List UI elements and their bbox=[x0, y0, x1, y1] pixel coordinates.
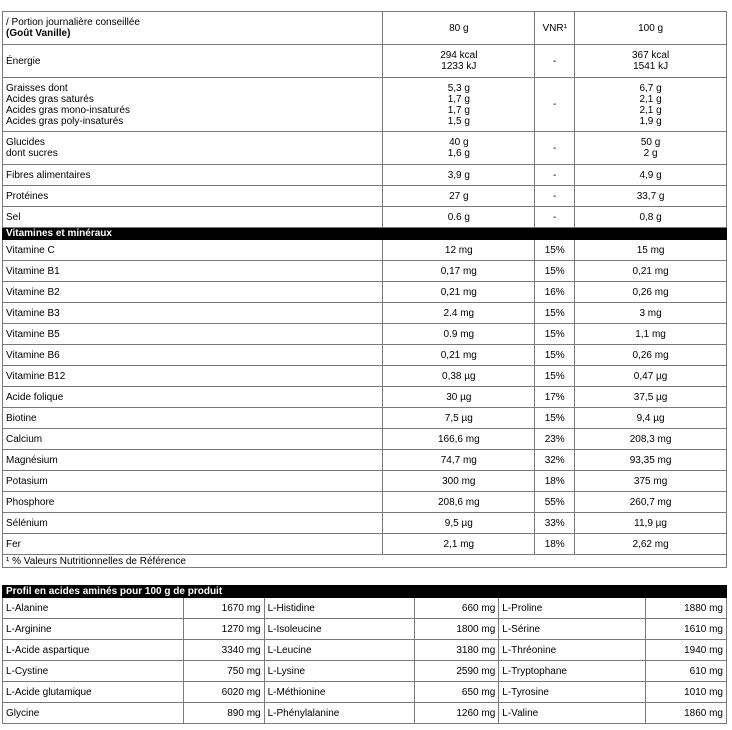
portion-column-header: 80 g bbox=[383, 12, 535, 45]
vnr-value: 17% bbox=[535, 387, 575, 408]
portion-value: 0,21 mg bbox=[383, 345, 535, 366]
amino-name: L-Isoleucine bbox=[264, 619, 415, 640]
per100-value: 50 g bbox=[640, 137, 661, 148]
portion-header-cell bbox=[3, 12, 383, 45]
vnr-value: 18% bbox=[535, 471, 575, 492]
portion-value-cell bbox=[383, 78, 535, 132]
per100-value-cell bbox=[575, 132, 727, 165]
portion-value: 1,6 g bbox=[447, 148, 470, 159]
vitamin-name: Phosphore bbox=[3, 492, 383, 513]
nutrition-header-row bbox=[3, 12, 727, 45]
amino-value: 1860 mg bbox=[646, 703, 727, 724]
portion-value: 27 g bbox=[449, 190, 469, 202]
portion-value: 9,5 µg bbox=[383, 513, 535, 534]
portion-value: 3,9 g bbox=[447, 169, 470, 181]
amino-name: L-Acide aspartique bbox=[3, 640, 184, 661]
footnote-row bbox=[3, 555, 727, 568]
vitamin-name: Fer bbox=[3, 534, 383, 555]
vitamin-row bbox=[3, 261, 727, 282]
per100-value: 0,47 µg bbox=[575, 366, 727, 387]
amino-value: 3340 mg bbox=[183, 640, 264, 661]
portion-value: 0.6 g bbox=[447, 211, 470, 223]
amino-name: L-Alanine bbox=[3, 598, 184, 619]
amino-name: L-Acide glutamique bbox=[3, 682, 184, 703]
vnr-value: - bbox=[535, 132, 575, 165]
nutrient-row bbox=[3, 186, 727, 207]
per100-column-header: 100 g bbox=[575, 12, 727, 45]
vnr-value: 15% bbox=[535, 408, 575, 429]
per100-value: 208,3 mg bbox=[575, 429, 727, 450]
portion-value-cell bbox=[383, 45, 535, 78]
amino-name: L-Phénylalanine bbox=[264, 703, 415, 724]
vitamin-row bbox=[3, 534, 727, 555]
vnr-value: 18% bbox=[535, 534, 575, 555]
portion-value: 2.4 mg bbox=[383, 303, 535, 324]
vnr-value: 15% bbox=[535, 366, 575, 387]
per100-value: 0,26 mg bbox=[575, 345, 727, 366]
nutrient-name-cell bbox=[3, 186, 383, 207]
portion-value: 166,6 mg bbox=[383, 429, 535, 450]
nutrient-row bbox=[3, 132, 727, 165]
amino-name: L-Thréonine bbox=[499, 640, 646, 661]
vitamin-name: Biotine bbox=[3, 408, 383, 429]
amino-name: L-Tryptophane bbox=[499, 661, 646, 682]
nutrient-row bbox=[3, 207, 727, 228]
portion-value: 0,38 µg bbox=[383, 366, 535, 387]
per100-value: 3 mg bbox=[575, 303, 727, 324]
amino-title-row bbox=[3, 586, 727, 598]
portion-value: 294 kcal bbox=[440, 50, 478, 61]
per100-value: 33,7 g bbox=[636, 190, 665, 202]
amino-value: 1270 mg bbox=[183, 619, 264, 640]
vitamin-row bbox=[3, 387, 727, 408]
portion-value: 0.9 mg bbox=[383, 324, 535, 345]
vitamins-title: Vitamines et minéraux bbox=[3, 228, 727, 240]
vitamin-name: Vitamine B12 bbox=[3, 366, 383, 387]
vitamin-row bbox=[3, 282, 727, 303]
vitamin-name: Vitamine B6 bbox=[3, 345, 383, 366]
vnr-value: 15% bbox=[535, 345, 575, 366]
portion-value: 5,3 g bbox=[447, 82, 470, 94]
nutrient-name: Protéines bbox=[6, 190, 49, 202]
nutrition-table bbox=[2, 11, 727, 568]
vnr-value: 15% bbox=[535, 240, 575, 261]
amino-value: 1880 mg bbox=[646, 598, 727, 619]
amino-value: 1940 mg bbox=[646, 640, 727, 661]
per100-value: 1,9 g bbox=[639, 115, 662, 127]
vitamin-row bbox=[3, 345, 727, 366]
amino-name: L-Méthionine bbox=[264, 682, 415, 703]
nutrient-name: Acides gras saturés bbox=[6, 93, 94, 105]
portion-value: 1233 kJ bbox=[441, 61, 477, 72]
nutrient-name-cell bbox=[3, 207, 383, 228]
portion-value: 0,17 mg bbox=[383, 261, 535, 282]
amino-value: 890 mg bbox=[183, 703, 264, 724]
per100-value: 1541 kJ bbox=[633, 61, 669, 72]
portion-value-cell bbox=[383, 207, 535, 228]
amino-name: Glycine bbox=[3, 703, 184, 724]
portion-value-cell bbox=[383, 186, 535, 207]
amino-acid-table bbox=[2, 585, 727, 724]
vitamin-row bbox=[3, 240, 727, 261]
vnr-value: - bbox=[535, 78, 575, 132]
vnr-column-header: VNR¹ bbox=[535, 12, 575, 45]
vitamin-row bbox=[3, 324, 727, 345]
vitamin-row bbox=[3, 471, 727, 492]
amino-value: 1260 mg bbox=[415, 703, 499, 724]
vnr-value: 16% bbox=[535, 282, 575, 303]
vitamin-row bbox=[3, 429, 727, 450]
nutrient-name: Énergie bbox=[6, 55, 41, 67]
nutrient-name: Graisses dont bbox=[6, 82, 68, 94]
nutrient-name: Acides gras mono-insaturés bbox=[6, 104, 130, 116]
vitamin-name: Vitamine B1 bbox=[3, 261, 383, 282]
amino-value: 660 mg bbox=[415, 598, 499, 619]
portion-value: 40 g bbox=[449, 137, 469, 148]
amino-value: 1010 mg bbox=[646, 682, 727, 703]
amino-row bbox=[3, 682, 727, 703]
portion-value: 1,7 g bbox=[447, 93, 470, 105]
per100-value: 2,1 g bbox=[639, 93, 662, 105]
per100-value-cell bbox=[575, 45, 727, 78]
amino-name: L-Cystine bbox=[3, 661, 184, 682]
per100-value-cell bbox=[575, 207, 727, 228]
vnr-value: 55% bbox=[535, 492, 575, 513]
portion-value: 300 mg bbox=[383, 471, 535, 492]
portion-label: / Portion journalière conseillée bbox=[6, 17, 140, 28]
vnr-value: 15% bbox=[535, 303, 575, 324]
vitamin-row bbox=[3, 303, 727, 324]
per100-value-cell bbox=[575, 78, 727, 132]
vitamins-title-row bbox=[3, 228, 727, 240]
per100-value: 93,35 mg bbox=[575, 450, 727, 471]
per100-value-cell bbox=[575, 186, 727, 207]
nutrient-name: Sel bbox=[6, 211, 21, 223]
amino-value: 2590 mg bbox=[415, 661, 499, 682]
vitamin-name: Vitamine B3 bbox=[3, 303, 383, 324]
vnr-value: 15% bbox=[535, 261, 575, 282]
vitamin-name: Potasium bbox=[3, 471, 383, 492]
portion-value: 30 µg bbox=[383, 387, 535, 408]
portion-value: 1,7 g bbox=[447, 104, 470, 116]
portion-value-cell bbox=[383, 165, 535, 186]
per100-value: 4,9 g bbox=[639, 169, 662, 181]
vnr-value: - bbox=[535, 165, 575, 186]
amino-value: 650 mg bbox=[415, 682, 499, 703]
vitamin-row bbox=[3, 366, 727, 387]
per100-value: 2 g bbox=[643, 148, 658, 159]
vitamin-name: Vitamine C bbox=[3, 240, 383, 261]
portion-value: 208,6 mg bbox=[383, 492, 535, 513]
vnr-value: - bbox=[535, 45, 575, 78]
per100-value: 375 mg bbox=[575, 471, 727, 492]
vitamin-row bbox=[3, 408, 727, 429]
footnote: ¹ % Valeurs Nutritionnelles de Référence bbox=[3, 555, 727, 568]
amino-name: L-Leucine bbox=[264, 640, 415, 661]
portion-value: 12 mg bbox=[383, 240, 535, 261]
amino-name: L-Tyrosine bbox=[499, 682, 646, 703]
amino-value: 6020 mg bbox=[183, 682, 264, 703]
nutrient-row bbox=[3, 165, 727, 186]
vitamin-row bbox=[3, 492, 727, 513]
nutrient-name: Acides gras poly-insaturés bbox=[6, 115, 124, 127]
vitamin-name: Calcium bbox=[3, 429, 383, 450]
nutrient-row bbox=[3, 45, 727, 78]
amino-name: L-Arginine bbox=[3, 619, 184, 640]
nutrient-name-cell bbox=[3, 78, 383, 132]
nutrient-name-cell bbox=[3, 165, 383, 186]
vnr-value: 15% bbox=[535, 324, 575, 345]
per100-value: 1,1 mg bbox=[575, 324, 727, 345]
per100-value: 6,7 g bbox=[639, 82, 662, 94]
amino-value: 1800 mg bbox=[415, 619, 499, 640]
amino-value: 750 mg bbox=[183, 661, 264, 682]
amino-row bbox=[3, 661, 727, 682]
per100-value: 15 mg bbox=[575, 240, 727, 261]
portion-value: 0,21 mg bbox=[383, 282, 535, 303]
amino-row bbox=[3, 703, 727, 724]
per100-value: 260,7 mg bbox=[575, 492, 727, 513]
per100-value: 367 kcal bbox=[631, 50, 670, 61]
per100-value: 11,9 µg bbox=[575, 513, 727, 534]
vitamin-name: Acide folique bbox=[3, 387, 383, 408]
per100-value: 0,8 g bbox=[639, 211, 662, 223]
nutrient-row bbox=[3, 78, 727, 132]
nutrient-name: Fibres alimentaires bbox=[6, 169, 91, 181]
amino-row bbox=[3, 640, 727, 661]
amino-name: L-Histidine bbox=[264, 598, 415, 619]
portion-value: 2,1 mg bbox=[383, 534, 535, 555]
vitamin-name: Sélénium bbox=[3, 513, 383, 534]
amino-name: L-Sérine bbox=[499, 619, 646, 640]
vnr-value: - bbox=[535, 207, 575, 228]
vitamin-name: Magnésium bbox=[3, 450, 383, 471]
portion-value: 1,5 g bbox=[447, 115, 470, 127]
amino-value: 1670 mg bbox=[183, 598, 264, 619]
portion-value: 7,5 µg bbox=[383, 408, 535, 429]
amino-row bbox=[3, 619, 727, 640]
per100-value-cell bbox=[575, 165, 727, 186]
amino-name: L-Lysine bbox=[264, 661, 415, 682]
portion-value: 74,7 mg bbox=[383, 450, 535, 471]
vitamin-row bbox=[3, 513, 727, 534]
vitamin-name: Vitamine B5 bbox=[3, 324, 383, 345]
taste-label: (Goût Vanille) bbox=[6, 28, 71, 39]
nutrient-name-cell bbox=[3, 45, 383, 78]
amino-value: 3180 mg bbox=[415, 640, 499, 661]
amino-value: 610 mg bbox=[646, 661, 727, 682]
per100-value: 37,5 µg bbox=[575, 387, 727, 408]
per100-value: 9,4 µg bbox=[575, 408, 727, 429]
per100-value: 0,21 mg bbox=[575, 261, 727, 282]
vitamin-row bbox=[3, 450, 727, 471]
amino-value: 1610 mg bbox=[646, 619, 727, 640]
per100-value: 2,1 g bbox=[639, 104, 662, 116]
nutrient-name: Glucides bbox=[6, 137, 45, 148]
amino-name: L-Valine bbox=[499, 703, 646, 724]
vnr-value: 32% bbox=[535, 450, 575, 471]
vnr-value: 33% bbox=[535, 513, 575, 534]
vnr-value: 23% bbox=[535, 429, 575, 450]
amino-name: L-Proline bbox=[499, 598, 646, 619]
portion-value-cell bbox=[383, 132, 535, 165]
per100-value: 0,26 mg bbox=[575, 282, 727, 303]
nutrient-name-cell bbox=[3, 132, 383, 165]
vitamin-name: Vitamine B2 bbox=[3, 282, 383, 303]
vnr-value: - bbox=[535, 186, 575, 207]
per100-value: 2,62 mg bbox=[575, 534, 727, 555]
amino-title: Profil en acides aminés pour 100 g de produit bbox=[3, 586, 727, 598]
amino-row bbox=[3, 598, 727, 619]
nutrient-name: dont sucres bbox=[6, 148, 58, 159]
